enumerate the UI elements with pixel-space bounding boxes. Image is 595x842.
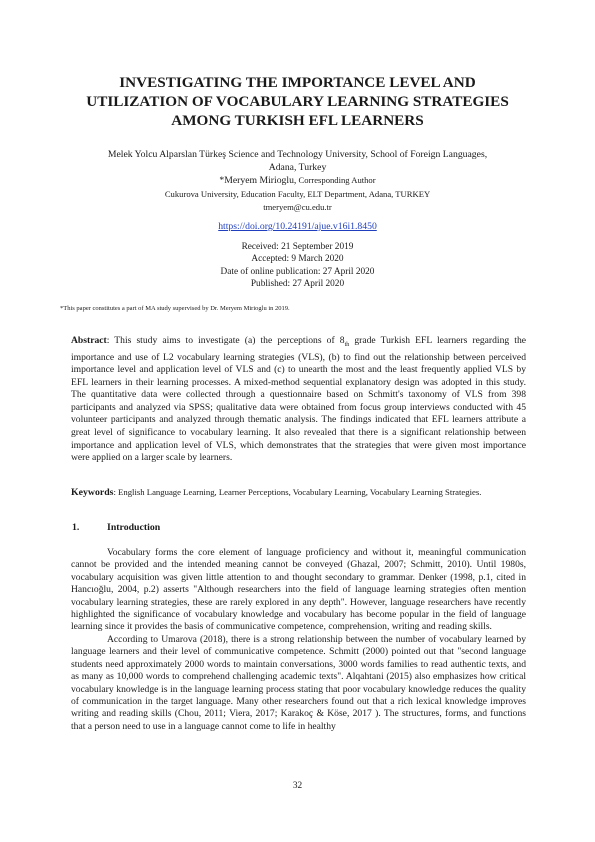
title-line: INVESTIGATING THE IMPORTANCE LEVEL AND	[119, 74, 476, 91]
author1-location: Adana, Turkey	[268, 161, 327, 173]
footnote: *This paper constitutes a part of MA study supervised by Dr. Meryem Mirioglu in 2019.	[60, 305, 290, 312]
received-date: Received: 21 September 2019	[241, 242, 354, 252]
doi-link[interactable]: https://doi.org/10.24191/ajue.v16i1.8450	[218, 221, 377, 232]
author2-role: Corresponding Author	[296, 175, 376, 186]
online-date: Date of online publication: 27 April 2020	[220, 266, 375, 277]
keywords-text: : English Language Learning, Learner Perceptions, Vocabulary Learning, Vocabulary Learning Strategies.	[113, 487, 482, 497]
abstract	[71, 335, 526, 465]
keywords	[71, 486, 526, 499]
abstract-text-a: : This study aims to investigate (a) the perceptions of 8	[106, 335, 345, 346]
author2-line	[60, 174, 535, 188]
section-number: 1.	[72, 522, 80, 533]
section-heading	[72, 522, 160, 533]
page-number: 32	[292, 781, 303, 791]
published-date: Published: 27 April 2020	[250, 279, 345, 290]
accepted-date: Accepted: 9 March 2020	[251, 254, 344, 265]
abstract-label: Abstract	[71, 335, 107, 346]
author2-name: *Meryem Mirioglu,	[219, 175, 297, 187]
author-block	[60, 149, 535, 214]
section-title: Introduction	[107, 522, 161, 533]
abstract-superscript: th	[344, 341, 350, 348]
body-paragraph: According to Umarova (2018), there is a strong relationship between the number of vocabulary learned by language learners and their level of communicative competence. Schmitt (2000) pointed out that "second language students need approximately 2000 words to maintain conversations, 3000 words families to read authentic texts, and as many as 10,000 words to comprehend challenging academic texts". Alqahtani (2015) also emphasizes how critical vocabulary knowledge is in the language learning process stating that poor vocabulary knowledge reduces the quality of communication in the target language. Many other researchers found out that a rich lexical knowledge improves writing and reading skills (Chou, 2011; Viera, 2017; Karakoç & Köse, 2017 ). The structures, forms, and functions that a person need to use in a language cannot come to life in healthy	[71, 634, 526, 732]
title-line: AMONG TURKISH EFL LEARNERS	[171, 112, 424, 129]
publication-dates	[60, 241, 535, 291]
author2-affiliation: Cukurova University, Education Faculty, ELT Department, Adana, TURKEY	[164, 189, 431, 200]
body-paragraph: Vocabulary forms the core element of language proficiency and without it, meaningful communication cannot be provided and the intended meaning cannot be conveyed (Ghazal, 2007; Schmitt, 2010). Until 1980s, vocabulary acquisition was given little attention to and thought secondary to grammar. Denker (1998, p.1, cited in Hancıoğlu, 2004, p.2) asserts "Although researchers into the field of language learning strategies often mention vocabulary learning strategies, these are rarely explored in any depth". However, language researchers have recently highlighted the significance of vocabulary knowledge and vocabulary has become popular in the field of language learning since it provides the basis of communicative competence, comprehension, writing and reading skills.	[71, 547, 526, 633]
keywords-label: Keywords	[71, 487, 114, 498]
abstract-text-b: grade Turkish EFL learners regarding the importance and use of L2 vocabulary learning strategies (VLS), (b) to find out the relationship between perceived importance level and application level of VLS and (c) to unearth the most and the least frequently applied VLS by EFL learners in their learning processes. A mixed-method sequential explanatory design was adopted in this study. The quantitative data were collected through a questionnaire based on Schmitt's taxonomy of VLS from 398 participants and analyzed via SPSS; qualitative data were obtained from focus group interviews conducted with 45 volunteer participants and analyzed through thematic analysis. The findings indicated that EFL learners attribute a great level of significance to vocabulary learning. It also revealed that there is a significant relationship between importance and application level of VLS, which demonstrates that the strategies that were given most importance were applied on a larger scale by learners.	[71, 335, 527, 464]
paper-title	[60, 73, 535, 130]
author2-email: tmeryem@cu.edu.tr	[263, 201, 332, 212]
author1-affiliation: Melek Yolcu Alparslan Türkeş Science and Technology University, School of Foreign Languages,	[107, 149, 488, 160]
title-line: UTILIZATION OF VOCABULARY LEARNING STRATEGIES	[86, 93, 509, 110]
